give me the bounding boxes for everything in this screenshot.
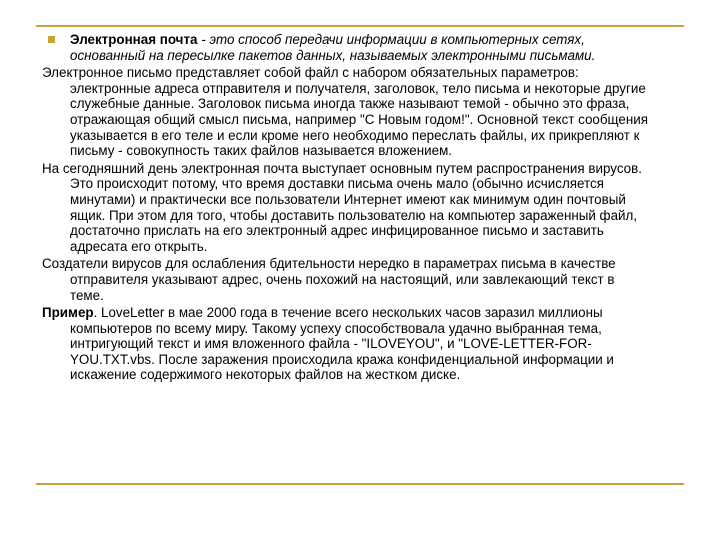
definition-paragraph [42, 32, 648, 63]
example-paragraph [42, 305, 648, 383]
letter-structure-paragraph: Электронное письмо представляет собой файл с набором обязательных параметров: электронные адреса отправителя и получателя, заголовок, тело письма и некоторые другие служебные данные. Заголовок письма иногда также называют темой - обычно это фраза, отражающая общий смысл письма, например "С Новым годом!". Основной текст сообщения указывается в его теле и если кроме него необходимо переслать файлы, их прикрепляют к письму - совокупность таких файлов называется вложением. [42, 65, 648, 159]
square-bullet-icon [48, 36, 55, 43]
email-term: Электронная почта [70, 32, 198, 47]
bottom-divider [36, 483, 684, 485]
example-text: . LoveLetter в мае 2000 года в течение всего нескольких часов заразил миллионы компьютеров по всему миру. Такому успеху способствовала удачно выбранная тема, интригующий текст и имя вложенного файла - "ILOVEYOU", и "LOVE-LETTER-FOR-YOU.TXT.vbs. После заражения происходила кража конфиденциальной информации и искажение содержимого некоторых файлов на жестком диске. [70, 305, 614, 383]
top-divider [36, 25, 684, 27]
example-label: Пример [42, 305, 94, 321]
email-definition: - это способ передачи информации в компьютерных сетях, основанный на пересылке пакетов данных, называемых электронными письмами. [70, 32, 596, 63]
slide-body [42, 32, 648, 385]
virus-spread-paragraph: На сегодняшний день электронная почта выступает основным путем распространения вирусов. Это происходит потому, что время доставки письма очень мало (обычно исчисляется минутами) и практически все пользователи Интернет имеют как минимум один почтовый ящик. При этом для того, чтобы доставить пользователю на компьютер зараженный файл, достаточно прислать на его электронный адрес инфицированное письмо и заставить адресата его открыть. [42, 160, 642, 254]
sender-spoofing-paragraph: Создатели вирусов для ослабления бдительности нередко в параметрах письма в качестве отправителя указывают адрес, очень похожий на настоящий, или завлекающий текст в теме. [42, 256, 616, 303]
